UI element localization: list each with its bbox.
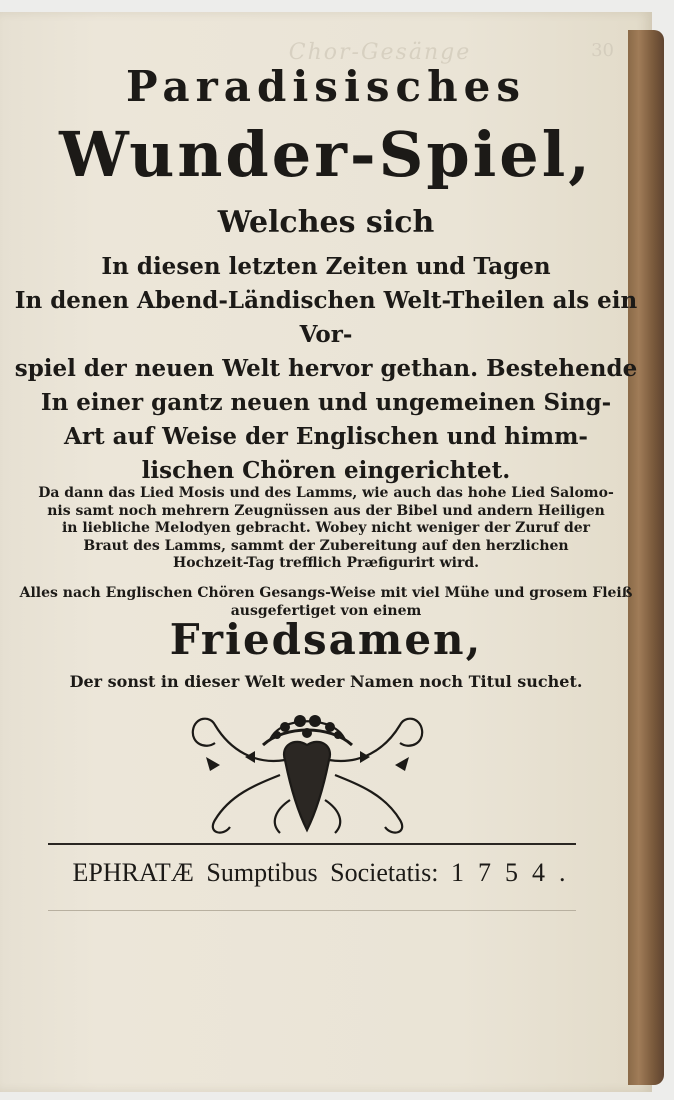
body-line: lischen Chören eingerichtet.: [141, 457, 511, 484]
title-line-3: Welches sich: [217, 205, 435, 240]
top-rule: [48, 843, 576, 845]
small-line: nis samt noch mehrern Zeugnüssen aus der Bibel und andern Heiligen: [47, 502, 605, 519]
imprint-year: 1754.: [450, 858, 580, 887]
body-line: spiel der neuen Welt hervor gethan. Bestehende: [14, 355, 638, 382]
small-line: Alles nach Englischen Chören Gesangs-Weise mit viel Mühe und grosem Fleiß: [19, 585, 633, 601]
title-line-1: Paradisisches: [125, 62, 527, 111]
floral-vignette-ornament: [185, 705, 430, 840]
body-line: In denen Abend-Ländischen Welt-Theilen als ein Vor-: [14, 287, 638, 348]
body-line: In diesen letzten Zeiten und Tagen: [101, 253, 551, 280]
small-line: in liebliche Melodyen gebracht. Wobey nicht weniger der Zuruf der: [61, 520, 591, 536]
body-line: Art auf Weise der Englischen und himm-: [64, 423, 588, 450]
small-line: Hochzeit-Tag trefflich Præfigurirt wird.: [172, 555, 480, 571]
title-line-2: Wunder-Spiel,: [59, 118, 593, 191]
bleed-through-text: Chor-Gesänge: [288, 40, 472, 65]
title-body: [0, 250, 652, 488]
imprint-line: [0, 858, 652, 888]
bleed-through-page-number: 30: [591, 40, 614, 61]
author-line: Der sonst in dieser Welt weder Namen noch Titul suchet.: [69, 672, 583, 691]
small-line: Braut des Lamms, sammt der Zubereitung auf den herzlichen: [83, 537, 569, 554]
small-line: Da dann das Lied Mosis und des Lamms, wie auch das hohe Lied Salomo-: [38, 485, 614, 501]
imprint-text: EPHRATÆ Sumptibus Societatis:: [72, 858, 439, 887]
author-name: Friedsamen,: [169, 615, 483, 664]
body-line: In einer gantz neuen und ungemeinen Sing-: [40, 389, 612, 416]
description-paragraph: [0, 485, 652, 573]
small-line: ausgefertiget von einem: [230, 602, 422, 619]
bottom-rule: [48, 910, 576, 911]
